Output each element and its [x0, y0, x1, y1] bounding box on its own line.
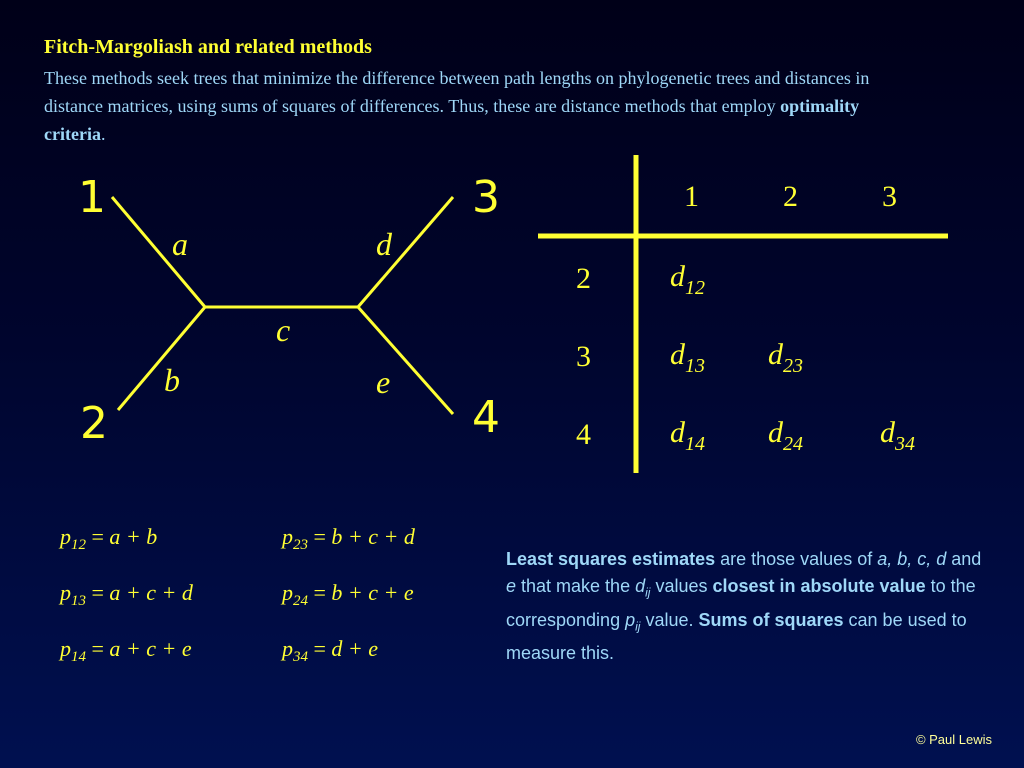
branch-b-label: b	[164, 362, 180, 398]
copyright-notice: © Paul Lewis	[915, 732, 992, 747]
equation-p24: $p_{24} = b + c + e$	[282, 580, 414, 609]
branch-d-line	[358, 197, 453, 307]
least-squares-paragraph: Least squares estimates are those values of a, b, c, d and e that make the $d_{ij}$ values closest in absolute value to the corresponding $p_{ij}$ value. Sums of squares can be used to measure this.	[506, 549, 982, 664]
slide-title: Fitch-Margoliash and related methods	[44, 36, 372, 58]
equation-p13: $p_{13} = a + c + d$	[60, 580, 193, 609]
branch-c-label: c	[276, 312, 291, 348]
branch-d-label: d	[376, 226, 392, 262]
taxon-1-label: 1	[78, 172, 106, 223]
matrix-cell-d14: $d_{14}$	[670, 416, 705, 455]
intro-bold-term: optimality criteria	[44, 96, 860, 144]
matrix-row-header-3: 3	[576, 340, 591, 373]
equation-p14: $p_{14} = a + c + e$	[60, 636, 192, 665]
intro-paragraph	[44, 64, 924, 148]
equation-p23: $p_{23} = b + c + d$	[282, 524, 415, 553]
matrix-col-header-3: 3	[882, 180, 897, 213]
intro-end: .	[100, 124, 106, 144]
matrix-cell-d12: $d_{12}$	[670, 260, 705, 299]
equation-p34: $p_{34} = d + e$	[282, 636, 379, 665]
branch-a-label: a	[172, 226, 188, 262]
branch-e-line	[358, 307, 453, 414]
equation-p12: $p_{12} = a + b$	[60, 524, 158, 553]
taxon-2-label: 2	[80, 398, 108, 449]
matrix-row-header-2: 2	[576, 262, 591, 295]
branch-e-label: e	[376, 364, 391, 400]
matrix-cell-d13: $d_{13}$	[670, 338, 705, 377]
taxon-3-label: 3	[472, 172, 500, 223]
matrix-row-header-4: 4	[576, 418, 591, 451]
matrix-cell-d24: $d_{24}$	[768, 416, 803, 455]
branch-b-line	[118, 307, 205, 410]
taxon-4-label: 4	[472, 392, 500, 443]
matrix-cell-d34: $d_{34}$	[880, 416, 915, 455]
matrix-col-header-1: 1	[684, 180, 699, 213]
intro-text: These methods seek trees that minimize the difference between path lengths on phylogenetic trees and distances in distance matrices, using sums of squares of differences. Thus, these are distance methods that employ	[44, 68, 870, 116]
matrix-col-header-2: 2	[783, 180, 798, 213]
branch-a-line	[112, 197, 205, 307]
matrix-cell-d23: $d_{23}$	[768, 338, 803, 377]
